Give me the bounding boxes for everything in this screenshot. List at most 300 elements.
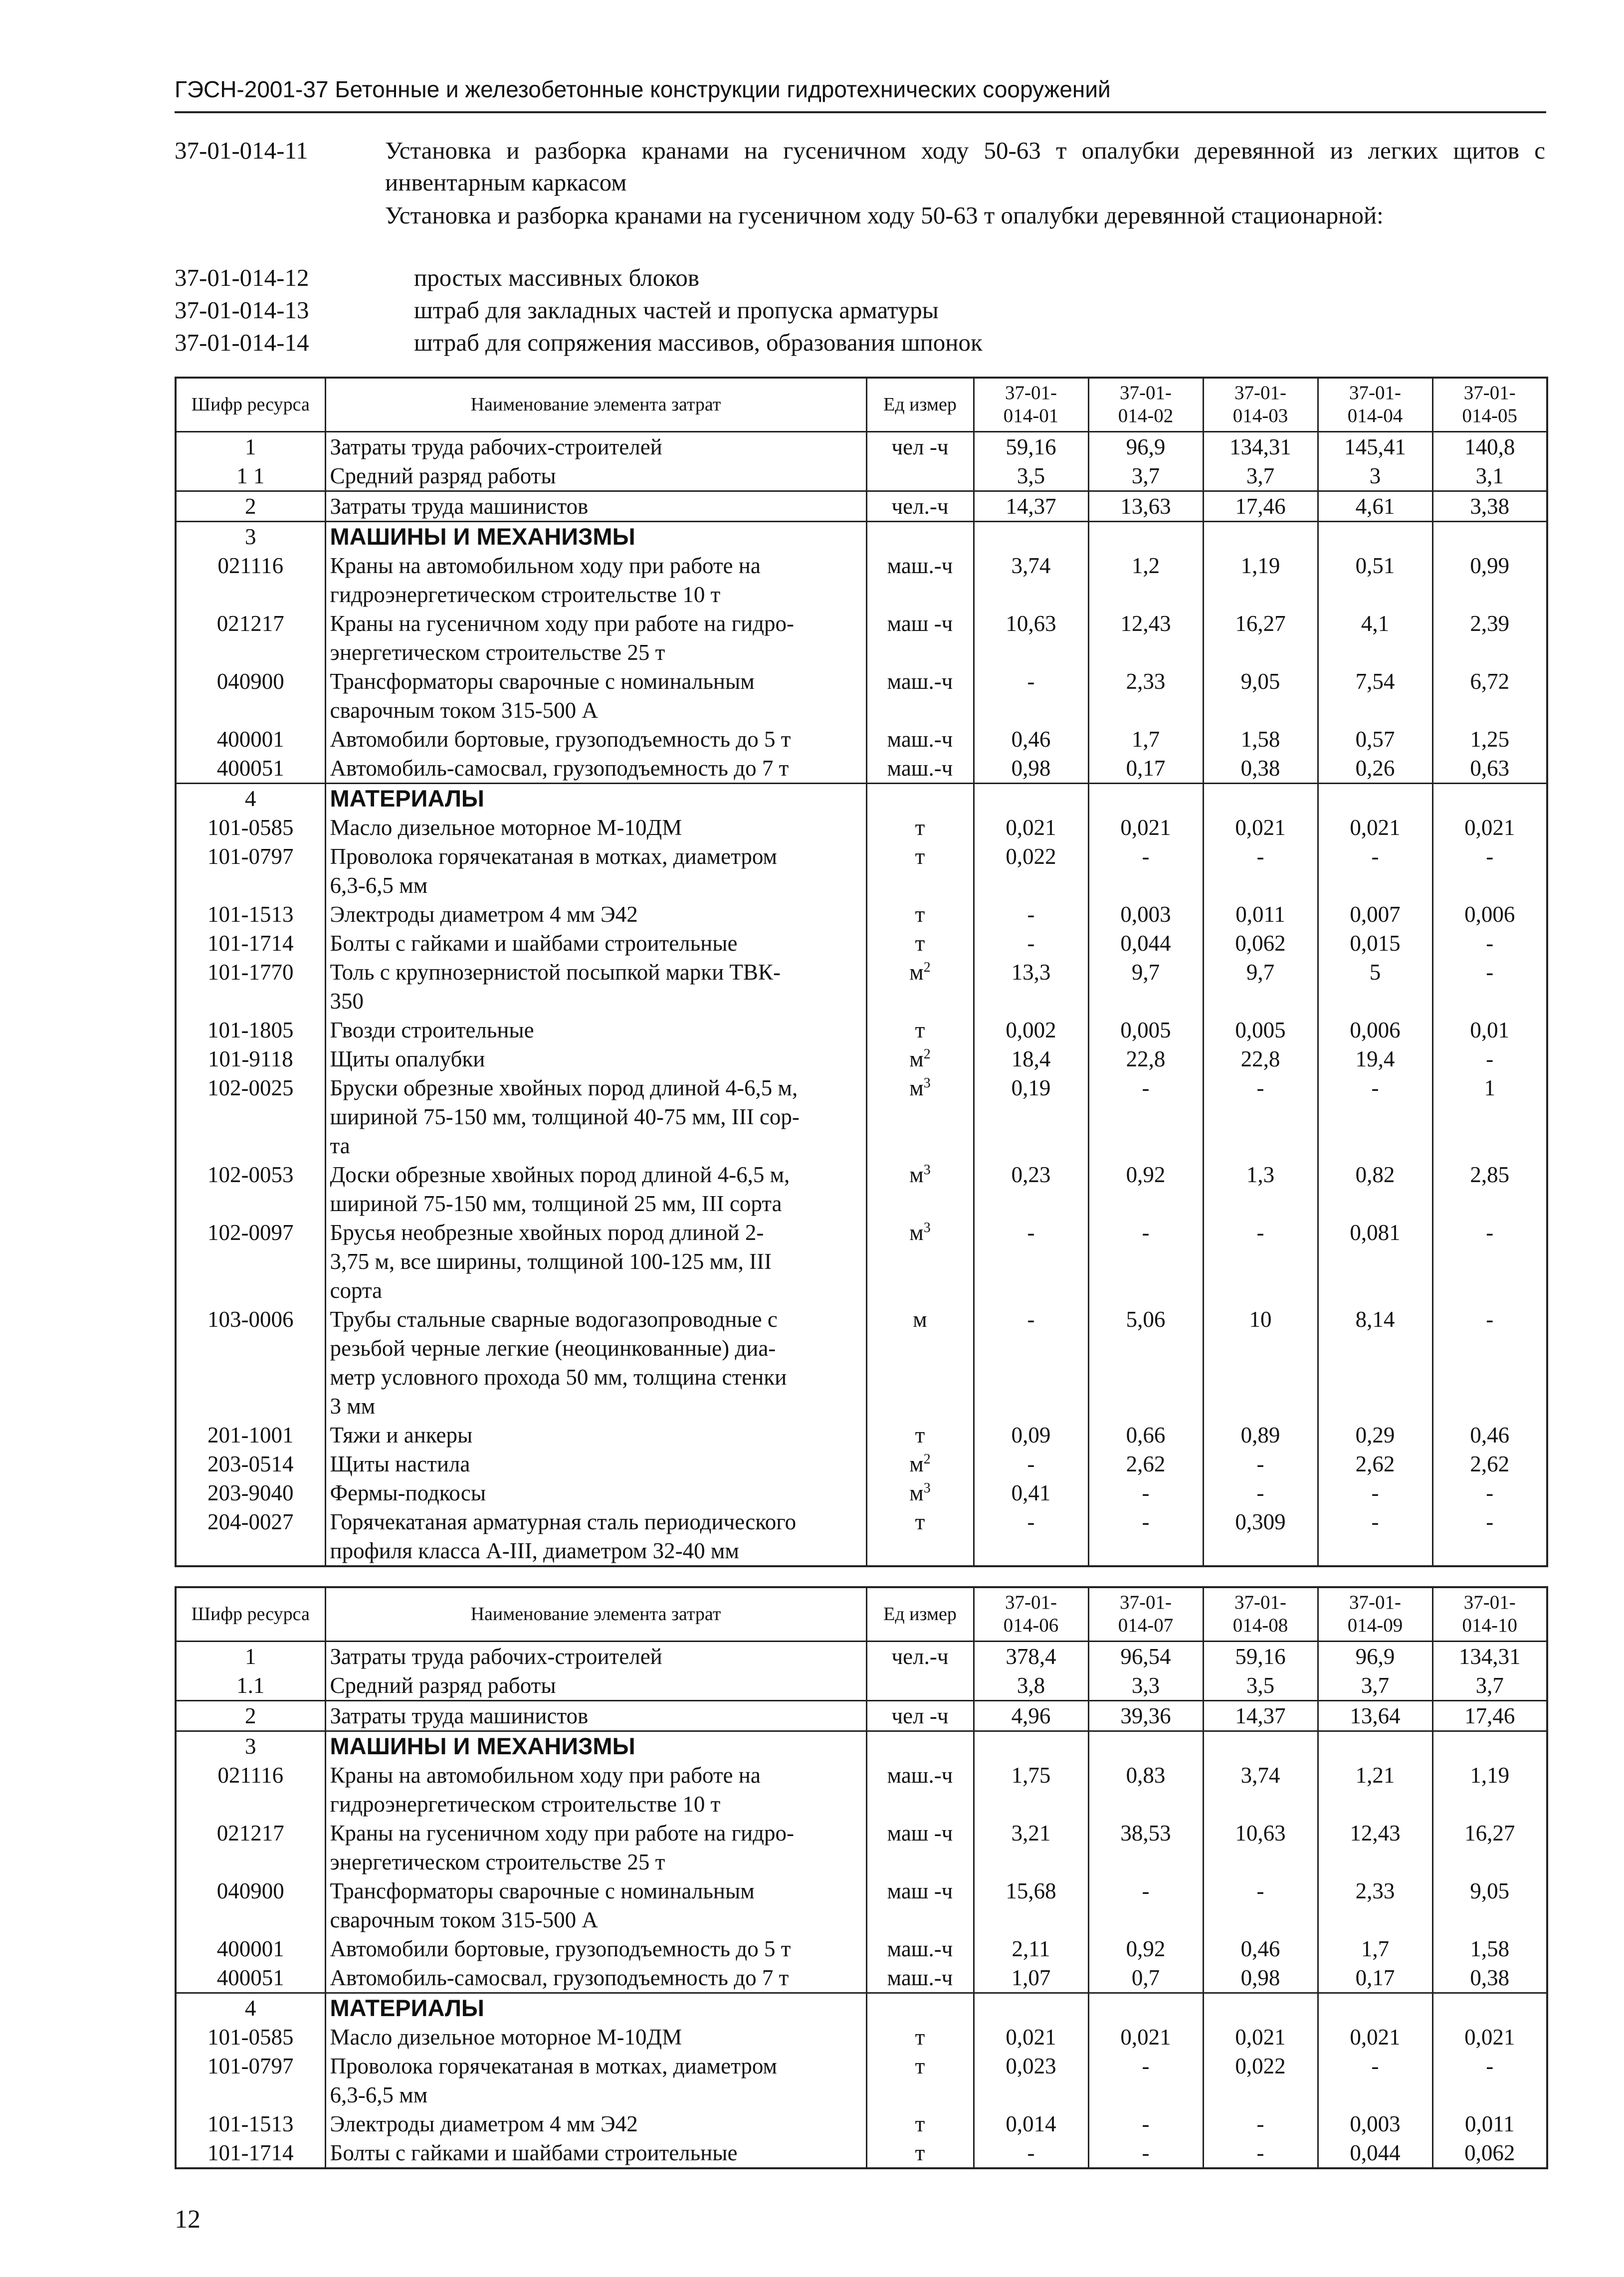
resource-name: [325, 2109, 866, 2138]
table-row: [176, 842, 1547, 900]
value-cell: 0,021: [1203, 813, 1318, 842]
value-cell: 10,63: [1203, 1819, 1318, 1876]
resource-name-line: Затраты труда рабочих-строителей: [330, 1644, 662, 1669]
unit-text: т: [915, 901, 925, 927]
value-cell: -: [1432, 1218, 1547, 1305]
resource-name: [325, 1016, 866, 1044]
table-row: [176, 1449, 1547, 1478]
table-row: [176, 461, 1547, 491]
resource-name: [325, 1963, 866, 1993]
resource-name-line: резьбой черные легкие (неоцинкованные) диа-: [330, 1335, 776, 1361]
value-cell: 2,85: [1432, 1160, 1547, 1218]
resource-name: [325, 1761, 866, 1819]
resource-name-line: Автомобили бортовые, грузоподъемность до 5 т: [330, 726, 791, 752]
unit-cell: [866, 1963, 974, 1993]
resource-name-line: 6,3-6,5 мм: [330, 2082, 428, 2107]
value-cell: 3,21: [974, 1819, 1088, 1876]
col-header-unit: Ед измер: [866, 1587, 974, 1641]
value-cell: 145,41: [1318, 431, 1432, 461]
unit-cell: [866, 725, 974, 754]
value-cell: 18,4: [974, 1044, 1088, 1073]
value-cell: -: [1432, 958, 1547, 1016]
resource-code: 101-1513: [176, 900, 325, 929]
resource-name-line: Электроды диаметром 4 мм Э42: [330, 901, 638, 927]
resource-name-line: 6,3-6,5 мм: [330, 872, 428, 898]
value-cell: 38,53: [1088, 1819, 1203, 1876]
table-row: [176, 958, 1547, 1016]
col-header-name: Наименование элемента затрат: [325, 378, 866, 431]
unit-text: т: [915, 1509, 925, 1534]
value-cell: 0,006: [1432, 900, 1547, 929]
col-header-name: Наименование элемента затрат: [325, 1587, 866, 1641]
col-header-rate: 37-01- 014-08: [1203, 1587, 1318, 1641]
unit-cell: [866, 929, 974, 958]
value-cell: 0,003: [1318, 2109, 1432, 2138]
value-cell: -: [1318, 1478, 1432, 1507]
value-cell: -: [1203, 2138, 1318, 2168]
resource-name-line: Затраты труда машинистов: [330, 493, 589, 519]
value-cell: 0,014: [974, 2109, 1088, 2138]
value-cell: 0,081: [1318, 1218, 1432, 1305]
intro-text: штраб для закладных частей и пропуска арматуры: [414, 296, 939, 324]
value-cell: -: [1088, 1073, 1203, 1160]
resource-name-line: Болты с гайками и шайбами строительные: [330, 2140, 738, 2165]
value-cell: -: [974, 1449, 1088, 1478]
unit-exponent: 2: [923, 1046, 931, 1062]
value-cell: 3,74: [1203, 1761, 1318, 1819]
value-cell: -: [1318, 842, 1432, 900]
resource-code: 1: [176, 431, 325, 461]
resource-name: [325, 2052, 866, 2109]
resource-name-line: сварочным током 315-500 А: [330, 1907, 598, 1932]
value-cell: 0,062: [1203, 929, 1318, 958]
resource-code: 400001: [176, 1934, 325, 1963]
col-header-rate: 37-01- 014-01: [974, 378, 1088, 431]
page-header: ГЭСН-2001-37 Бетонные и железобетонные конструкции гидротехнических сооружений: [175, 76, 1111, 102]
resource-code: 4: [176, 783, 325, 813]
value-cell: 5: [1318, 958, 1432, 1016]
value-cell: 3,7: [1088, 461, 1203, 491]
unit-cell: [866, 1731, 974, 1761]
value-cell: [1432, 783, 1547, 813]
value-cell: 0,01: [1432, 1016, 1547, 1044]
resource-name: [325, 1731, 866, 1761]
value-cell: 0,17: [1318, 1963, 1432, 1993]
value-cell: [1088, 1731, 1203, 1761]
resource-name: [325, 521, 866, 551]
value-cell: 0,66: [1088, 1421, 1203, 1449]
resource-name: [325, 1876, 866, 1934]
value-cell: 0,011: [1203, 900, 1318, 929]
resource-name-line: Трансформаторы сварочные с номинальным: [330, 1878, 755, 1903]
resource-name-line: Затраты труда машинистов: [330, 1703, 589, 1728]
value-cell: [974, 1731, 1088, 1761]
table-row: [176, 667, 1547, 725]
value-cell: -: [1318, 2052, 1432, 2109]
value-cell: -: [1088, 842, 1203, 900]
value-cell: 0,005: [1088, 1016, 1203, 1044]
resource-name-line: Средний разряд работы: [330, 463, 556, 488]
value-cell: 22,8: [1203, 1044, 1318, 1073]
unit-cell: [866, 2138, 974, 2168]
value-cell: 0,011: [1432, 2109, 1547, 2138]
value-cell: 0,98: [974, 754, 1088, 784]
unit-text: маш -ч: [887, 1820, 953, 1846]
resource-name-line: Краны на автомобильном ходу при работе на: [330, 1762, 761, 1788]
resource-code: 101-1770: [176, 958, 325, 1016]
resource-code: 3: [176, 521, 325, 551]
table-row: [176, 2023, 1547, 2052]
resource-name: [325, 1305, 866, 1421]
unit-cell: [866, 958, 974, 1016]
resource-name: [325, 1507, 866, 1566]
value-cell: 4,96: [974, 1700, 1088, 1731]
resource-code: 1: [176, 1641, 325, 1671]
unit-cell: [866, 900, 974, 929]
unit-text: т: [915, 1017, 925, 1042]
value-cell: -: [1432, 2052, 1547, 2109]
value-cell: -: [1088, 1876, 1203, 1934]
value-cell: [1088, 521, 1203, 551]
unit-text: м: [909, 1220, 924, 1245]
value-cell: 0,021: [974, 2023, 1088, 2052]
resource-code: 1 1: [176, 461, 325, 491]
value-cell: -: [1088, 2052, 1203, 2109]
resource-code: 400001: [176, 725, 325, 754]
table-row: [176, 431, 1547, 461]
resource-code: 101-0585: [176, 2023, 325, 2052]
value-cell: 0,09: [974, 1421, 1088, 1449]
value-cell: 14,37: [1203, 1700, 1318, 1731]
table-row: [176, 491, 1547, 521]
resource-name-line: Фермы-подкосы: [330, 1480, 486, 1505]
table-row: [176, 1671, 1547, 1701]
col-header-rate: 37-01- 014-07: [1088, 1587, 1203, 1641]
unit-cell: [866, 2023, 974, 2052]
col-header-rate: 37-01- 014-05: [1432, 378, 1547, 431]
value-cell: 3,3: [1088, 1671, 1203, 1701]
resource-code: 103-0006: [176, 1305, 325, 1421]
resource-table-1: [175, 377, 1548, 1567]
value-cell: [974, 521, 1088, 551]
value-cell: 96,9: [1088, 431, 1203, 461]
value-cell: -: [1432, 1507, 1547, 1566]
resource-name: [325, 754, 866, 784]
value-cell: 0,003: [1088, 900, 1203, 929]
unit-text: м: [909, 1075, 924, 1100]
unit-text: т: [915, 843, 925, 869]
resource-name: [325, 1449, 866, 1478]
value-cell: 9,05: [1432, 1876, 1547, 1934]
value-cell: 96,54: [1088, 1641, 1203, 1671]
unit-cell: [866, 1819, 974, 1876]
resource-code: 021217: [176, 1819, 325, 1876]
resource-name-line: Щиты опалубки: [330, 1046, 485, 1071]
resource-name-line: Проволока горячекатаная в мотках, диаметром: [330, 2053, 777, 2078]
unit-cell: [866, 2109, 974, 2138]
value-cell: 59,16: [974, 431, 1088, 461]
header-rule: [175, 111, 1546, 113]
unit-text: м: [909, 1162, 924, 1187]
resource-code: 021116: [176, 551, 325, 609]
resource-name-line: сварочным током 315-500 А: [330, 697, 598, 723]
resource-name: [325, 2023, 866, 2052]
table-row: [176, 1761, 1547, 1819]
unit-text: т: [915, 1422, 925, 1448]
value-cell: -: [1318, 1507, 1432, 1566]
unit-cell: [866, 431, 974, 461]
table-row: [176, 1218, 1547, 1305]
value-cell: [1203, 1731, 1318, 1761]
resource-name: [325, 1218, 866, 1305]
resource-name-line: Масло дизельное моторное М-10ДМ: [330, 815, 682, 840]
value-cell: 3,5: [974, 461, 1088, 491]
resource-name-line: Проволока горячекатаная в мотках, диаметром: [330, 843, 777, 869]
section-row: [176, 1993, 1547, 2023]
resource-name-line: Краны на автомобильном ходу при работе на: [330, 553, 761, 578]
value-cell: 1,7: [1318, 1934, 1432, 1963]
value-cell: -: [974, 900, 1088, 929]
value-cell: 59,16: [1203, 1641, 1318, 1671]
value-cell: 0,98: [1203, 1963, 1318, 1993]
resource-code: 101-1714: [176, 2138, 325, 2168]
resource-name-line: энергетическом строительстве 25 т: [330, 639, 665, 665]
resource-name: [325, 725, 866, 754]
resource-code: 101-1714: [176, 929, 325, 958]
table-row: [176, 2052, 1547, 2109]
value-cell: 12,43: [1318, 1819, 1432, 1876]
resource-name: [325, 1073, 866, 1160]
value-cell: 0,021: [1432, 813, 1547, 842]
value-cell: 0,19: [974, 1073, 1088, 1160]
value-cell: 0,044: [1318, 2138, 1432, 2168]
value-cell: 4,1: [1318, 609, 1432, 667]
section-row: [176, 1731, 1547, 1761]
value-cell: 13,3: [974, 958, 1088, 1016]
value-cell: 22,8: [1088, 1044, 1203, 1073]
resource-code: 021217: [176, 609, 325, 667]
value-cell: -: [1432, 1305, 1547, 1421]
unit-cell: [866, 783, 974, 813]
value-cell: 1,7: [1088, 725, 1203, 754]
page-number: 12: [175, 2205, 201, 2234]
value-cell: -: [1432, 842, 1547, 900]
resource-code: 040900: [176, 1876, 325, 1934]
value-cell: 134,31: [1432, 1641, 1547, 1671]
resource-name-line: Тяжи и анкеры: [330, 1422, 473, 1448]
table-row: [176, 725, 1547, 754]
section-row: [176, 521, 1547, 551]
intro-text: Установка и разборка кранами на гусеничном ходу 50-63 т опалубки деревянной из легких щитов с инвентарным каркасом: [385, 137, 1545, 196]
value-cell: 10: [1203, 1305, 1318, 1421]
value-cell: 3,7: [1432, 1671, 1547, 1701]
value-cell: 16,27: [1432, 1819, 1547, 1876]
col-header-rate: 37-01- 014-04: [1318, 378, 1432, 431]
resource-name: [325, 929, 866, 958]
value-cell: -: [1432, 929, 1547, 958]
col-header-rate: 37-01- 014-02: [1088, 378, 1203, 431]
resource-code: 400051: [176, 1963, 325, 1993]
value-cell: 1,25: [1432, 725, 1547, 754]
table-row: [176, 1641, 1547, 1671]
resource-name-line: 3,75 м, все ширины, толщиной 100-125 мм, III: [330, 1248, 772, 1274]
table-row: [176, 1478, 1547, 1507]
resource-name: [325, 842, 866, 900]
unit-exponent: 3: [923, 1220, 931, 1236]
value-cell: 3,74: [974, 551, 1088, 609]
unit-text: чел -ч: [891, 434, 949, 459]
resource-name-line: 3 мм: [330, 1393, 376, 1419]
resource-name: [325, 609, 866, 667]
intro-code: 37-01-014-13: [175, 296, 309, 324]
value-cell: -: [1432, 1478, 1547, 1507]
unit-cell: [866, 1671, 974, 1701]
value-cell: [1432, 1993, 1547, 2023]
table-row: [176, 2109, 1547, 2138]
unit-exponent: 2: [923, 959, 931, 975]
table-row: [176, 754, 1547, 784]
value-cell: 0,015: [1318, 929, 1432, 958]
value-cell: 0,002: [974, 1016, 1088, 1044]
unit-text: т: [915, 930, 925, 956]
unit-cell: [866, 1934, 974, 1963]
resource-code: 203-9040: [176, 1478, 325, 1507]
resource-name: [325, 1700, 866, 1731]
unit-cell: [866, 1507, 974, 1566]
unit-cell: [866, 1641, 974, 1671]
table-row: [176, 900, 1547, 929]
unit-cell: [866, 1700, 974, 1731]
unit-text: м: [909, 959, 924, 985]
intro-code: 37-01-014-14: [175, 329, 309, 356]
unit-text: т: [915, 815, 925, 840]
resource-code: 040900: [176, 667, 325, 725]
value-cell: 134,31: [1203, 431, 1318, 461]
value-cell: -: [974, 1305, 1088, 1421]
resource-name: [325, 1641, 866, 1671]
resource-name: [325, 1044, 866, 1073]
value-cell: [1318, 1731, 1432, 1761]
value-cell: 0,021: [1318, 2023, 1432, 2052]
value-cell: 0,7: [1088, 1963, 1203, 1993]
resource-code: 3: [176, 1731, 325, 1761]
unit-cell: [866, 1449, 974, 1478]
value-cell: 0,83: [1088, 1761, 1203, 1819]
unit-cell: [866, 1305, 974, 1421]
resource-name: [325, 1993, 866, 2023]
value-cell: 1,58: [1203, 725, 1318, 754]
table-row: [176, 1934, 1547, 1963]
resource-name-line: та: [330, 1133, 350, 1158]
value-cell: 0,021: [1088, 813, 1203, 842]
value-cell: -: [1088, 2138, 1203, 2168]
resource-name-line: Затраты труда рабочих-строителей: [330, 434, 662, 459]
table-row: [176, 1160, 1547, 1218]
resource-name-line: Толь с крупнозернистой посыпкой марки ТВК-: [330, 959, 781, 985]
resource-name-line: Доски обрезные хвойных пород длиной 4-6,5 м,: [330, 1162, 790, 1187]
value-cell: 140,8: [1432, 431, 1547, 461]
value-cell: 1,07: [974, 1963, 1088, 1993]
value-cell: 17,46: [1203, 491, 1318, 521]
table-row: [176, 2138, 1547, 2168]
value-cell: [974, 1993, 1088, 2023]
value-cell: 0,89: [1203, 1421, 1318, 1449]
table-row: [176, 551, 1547, 609]
value-cell: -: [1432, 1044, 1547, 1073]
resource-name-line: Бруски обрезные хвойных пород длиной 4-6,5 м,: [330, 1075, 798, 1100]
resource-name-line: МАШИНЫ И МЕХАНИЗМЫ: [330, 1732, 635, 1759]
resource-name-line: Трансформаторы сварочные с номинальным: [330, 668, 755, 694]
value-cell: [1318, 521, 1432, 551]
value-cell: 8,14: [1318, 1305, 1432, 1421]
value-cell: [1318, 1993, 1432, 2023]
value-cell: 0,57: [1318, 725, 1432, 754]
value-cell: 0,007: [1318, 900, 1432, 929]
value-cell: 0,309: [1203, 1507, 1318, 1566]
unit-exponent: 3: [923, 1075, 931, 1091]
value-cell: 2,33: [1088, 667, 1203, 725]
value-cell: 14,37: [974, 491, 1088, 521]
intro-code: 37-01-014-12: [175, 264, 309, 291]
value-cell: 0,63: [1432, 754, 1547, 784]
value-cell: -: [1088, 2109, 1203, 2138]
resource-name: [325, 813, 866, 842]
unit-text: маш.-ч: [887, 668, 953, 694]
unit-text: маш.-ч: [887, 755, 953, 781]
col-header-rate: 37-01- 014-09: [1318, 1587, 1432, 1641]
unit-text: маш.-ч: [887, 1965, 953, 1990]
value-cell: 9,7: [1203, 958, 1318, 1016]
unit-cell: [866, 1761, 974, 1819]
table-row: [176, 1876, 1547, 1934]
table-row: [176, 1044, 1547, 1073]
unit-text: м: [909, 1480, 924, 1505]
resource-code: 102-0097: [176, 1218, 325, 1305]
value-cell: 96,9: [1318, 1641, 1432, 1671]
unit-text: м: [909, 1451, 924, 1476]
resource-name-line: шириной 75-150 мм, толщиной 25 мм, III сорта: [330, 1191, 782, 1216]
value-cell: [1203, 783, 1318, 813]
table-row: [176, 1073, 1547, 1160]
resource-name: [325, 900, 866, 929]
intro-text: штраб для сопряжения массивов, образования шпонок: [414, 329, 983, 356]
resource-name: [325, 431, 866, 461]
resource-name-line: сорта: [330, 1277, 383, 1303]
value-cell: 1,75: [974, 1761, 1088, 1819]
value-cell: [1432, 1731, 1547, 1761]
resource-name: [325, 1421, 866, 1449]
col-header-code: Шифр ресурса: [176, 378, 325, 431]
unit-text: чел -ч: [891, 1703, 949, 1728]
value-cell: 2,33: [1318, 1876, 1432, 1934]
value-cell: [1432, 521, 1547, 551]
value-cell: -: [1318, 1073, 1432, 1160]
unit-text: чел.-ч: [891, 1644, 949, 1669]
value-cell: 0,92: [1088, 1160, 1203, 1218]
unit-cell: [866, 2052, 974, 2109]
resource-code: 201-1001: [176, 1421, 325, 1449]
resource-name-line: Автомобиль-самосвал, грузоподъемность до 7 т: [330, 1965, 789, 1990]
unit-text: т: [915, 2053, 925, 2078]
value-cell: 0,021: [1432, 2023, 1547, 2052]
resource-code: 204-0027: [176, 1507, 325, 1566]
value-cell: 1,3: [1203, 1160, 1318, 1218]
unit-cell: [866, 1993, 974, 2023]
value-cell: 0,46: [1203, 1934, 1318, 1963]
value-cell: 3,5: [1203, 1671, 1318, 1701]
col-header-rate: 37-01- 014-06: [974, 1587, 1088, 1641]
resource-name-line: гидроэнергетическом строительстве 10 т: [330, 1791, 721, 1817]
